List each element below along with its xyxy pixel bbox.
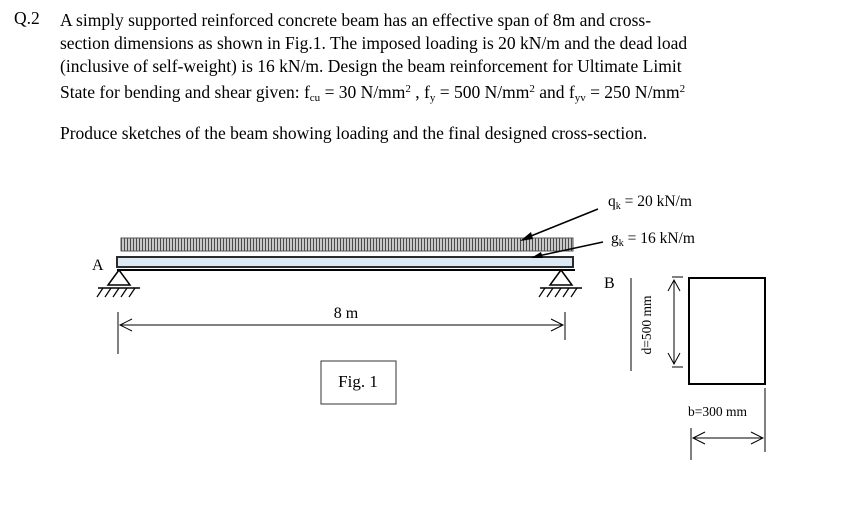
- question-line-1: A simply supported reinforced concrete beam has an effective span of 8m and cross-: [60, 10, 652, 30]
- given-prefix: State for bending and shear given: f: [60, 82, 310, 102]
- fyv-exponent: 2: [679, 83, 686, 95]
- qk-label: [608, 193, 692, 212]
- support-a-label: A: [92, 257, 104, 274]
- support-b-label: B: [604, 275, 615, 292]
- fyv-subscript: yv: [574, 92, 586, 104]
- gk-subscript: k: [618, 238, 624, 249]
- depth-label: d=500 mm: [639, 295, 654, 355]
- fyv-value: = 250 N/mm: [585, 82, 680, 102]
- fcu-subscript: cu: [309, 92, 321, 104]
- fy-exponent: 2: [529, 83, 535, 95]
- qk-symbol: q: [608, 193, 616, 210]
- pin-support-b: [539, 270, 582, 297]
- gk-symbol: g: [611, 230, 619, 247]
- fcu-exponent: 2: [405, 83, 411, 95]
- gk-label: [611, 230, 695, 249]
- imposed-load-block: [121, 238, 573, 251]
- span-label: 8 m: [333, 305, 359, 322]
- fyv-separator: and f: [534, 82, 575, 102]
- fcu-value: = 30 N/mm: [320, 82, 406, 102]
- fy-value: = 500 N/mm: [435, 82, 530, 102]
- pin-support-a: [97, 270, 140, 297]
- cross-section-rect: [689, 278, 765, 384]
- width-label: b=300 mm: [688, 404, 747, 419]
- instruction-text: Produce sketches of the beam showing loading and the final designed cross-section.: [60, 123, 648, 143]
- qk-leader-arrow: [520, 209, 598, 241]
- fy-subscript: y: [429, 92, 436, 104]
- gk-value: = 16 kN/m: [623, 230, 695, 247]
- width-dimension: [691, 388, 765, 460]
- qk-subscript: k: [615, 201, 621, 212]
- question-line-2: section dimensions as shown in Fig.1. The imposed loading is 20 kN/m and the dead load: [60, 33, 688, 53]
- question-number: Q.2: [14, 8, 40, 28]
- fy-separator: , f: [410, 82, 430, 102]
- question-line-3: (inclusive of self-weight) is 16 kN/m. Design the beam reinforcement for Ultimate Limit: [60, 56, 682, 76]
- qk-value: = 20 kN/m: [620, 193, 692, 210]
- beam-body: [117, 257, 573, 267]
- figure-caption: Fig. 1: [338, 372, 378, 391]
